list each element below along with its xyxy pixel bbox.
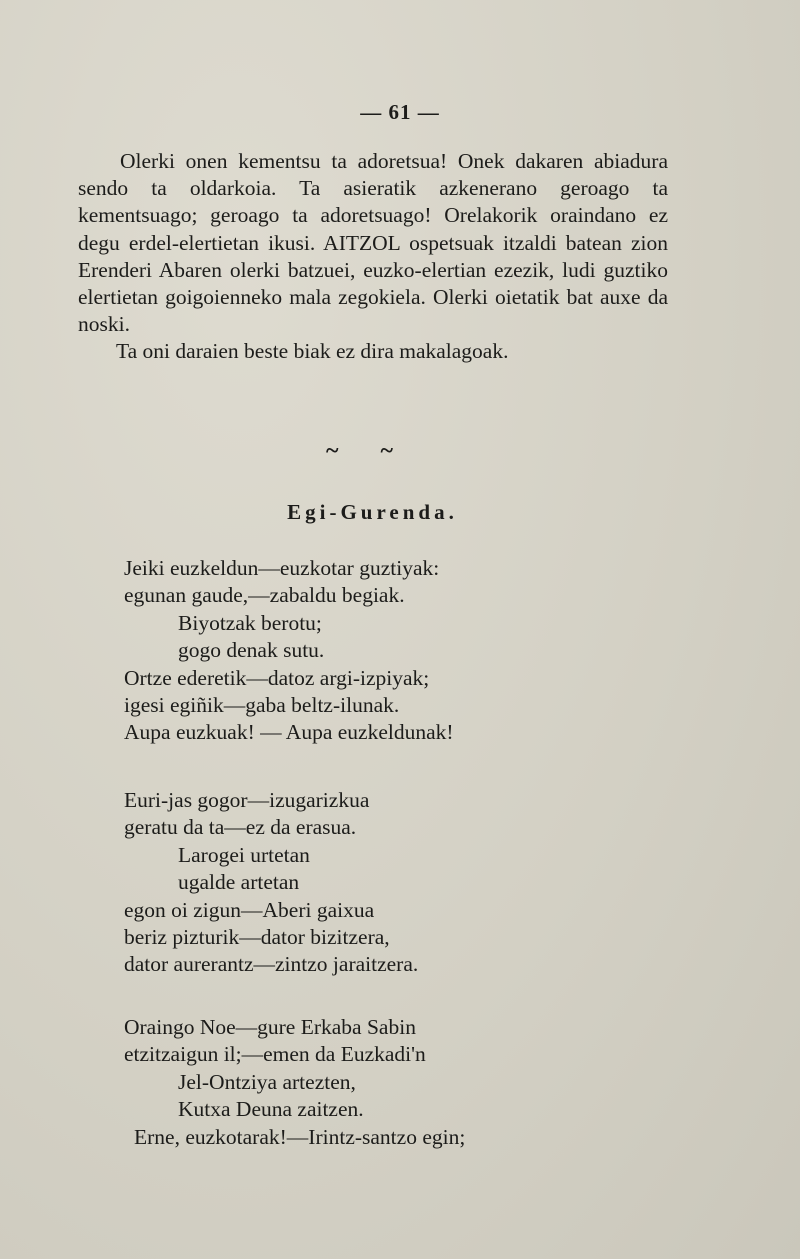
poem-line: Ortze ederetik—datoz argi-izpiyak;: [124, 665, 430, 690]
poem-line: dator aurerantz—zintzo jaraitzera.: [124, 952, 419, 977]
poem-line: beriz pizturik—dator bizitzera,: [124, 925, 390, 950]
poem-title: Egi-Gurenda.: [287, 500, 458, 524]
poem-line: Jeiki euzkeldun—euzkotar guztiyak:: [124, 556, 440, 580]
introductory-prose: [78, 148, 668, 366]
poem-stanza-1: [0, 555, 454, 747]
poem-line: Aupa euzkuak! — Aupa euzkeldunak!: [124, 720, 454, 745]
poem-line: Jel-Ontziya artezten,: [178, 1069, 356, 1094]
poem-line: geratu da ta—ez da erasua.: [124, 815, 357, 840]
poem-line: Erne, euzkotarak!—Irintz-santzo egin;: [134, 1124, 466, 1149]
poem-line: etzitzaigun il;—emen da Euzkadi'n: [124, 1042, 426, 1067]
poem-line: ugalde artetan: [178, 870, 300, 895]
prose-paragraph: Olerki onen kementsu ta adoretsua! Onek dakaren abiadura sendo ta oldarkoia. Ta asieratik azkenerano geroago ta kementsuago; geroago ta adoretsuago! Orelakorik oraindano ez degu erdel-elertietan ikusi. AITZOL ospetsuak itzaldi batean zion Erenderi Abaren olerki batzuei, euzko-elertian ezezik, ludi guztiko elertietan goigoienneko mala zegokiela. Olerki oietatik bat auxe da noski.: [78, 149, 668, 337]
ornament-divider: ~ ~: [326, 438, 411, 464]
page-number: — 61 —: [360, 100, 440, 124]
poem-line: egon oi zigun—Aberi gaixua: [124, 897, 375, 922]
poem-line: gogo denak sutu.: [178, 638, 325, 663]
poem-line: Euri-jas gogor—izugarizkua: [124, 788, 370, 812]
poem-stanza-2: [0, 787, 418, 979]
poem-line: Kutxa Deuna zaitzen.: [178, 1097, 364, 1122]
prose-paragraph: Ta oni daraien beste biak ez dira makalagoak.: [116, 339, 509, 364]
poem-line: Oraingo Noe—gure Erkaba Sabin: [124, 1015, 416, 1039]
poem-line: egunan gaude,—zabaldu begiak.: [124, 583, 405, 608]
poem-stanza-3: [0, 1014, 465, 1151]
poem-line: Biyotzak berotu;: [178, 610, 322, 635]
poem-line: igesi egiñik—gaba beltz-ilunak.: [124, 693, 400, 718]
poem-line: Larogei urtetan: [178, 842, 310, 867]
